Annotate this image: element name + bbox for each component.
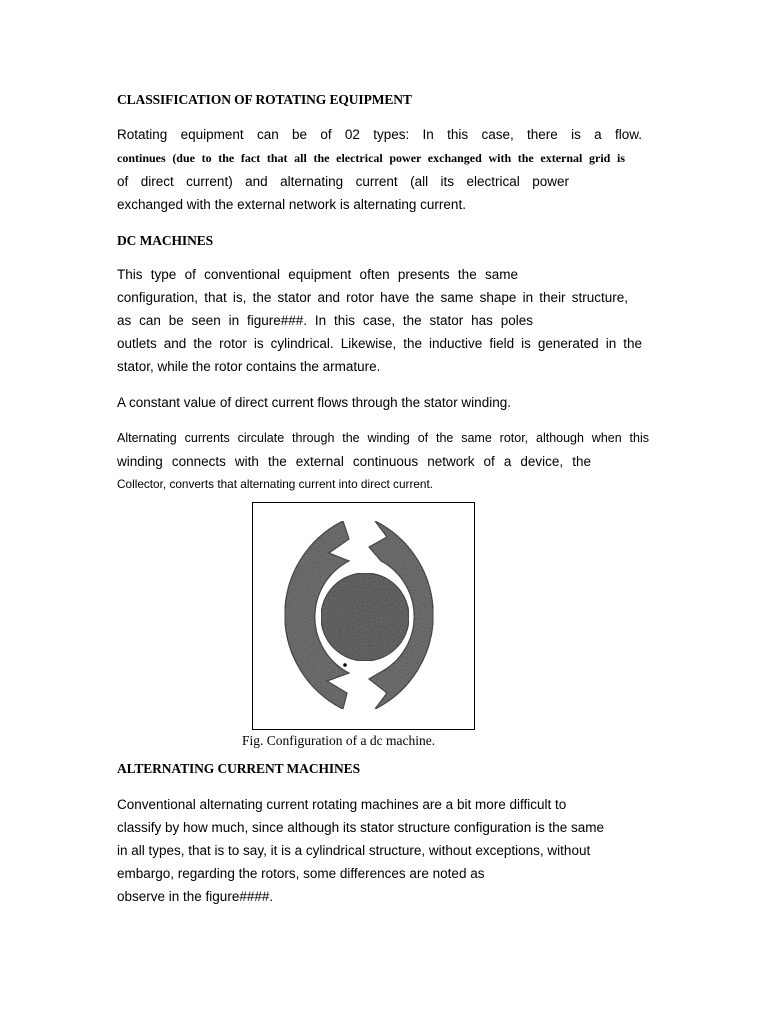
p4-line-1: Alternating currents circulate through the winding of the same rotor, although when this <box>117 431 649 445</box>
dc-machine-diagram <box>253 503 474 729</box>
heading-ac-machines: ALTERNATING CURRENT MACHINES <box>117 761 360 776</box>
p1-line-1: Rotating equipment can be of 02 types: In this case, there is a flow. <box>117 127 642 142</box>
heading-classification: CLASSIFICATION OF ROTATING EQUIPMENT <box>117 92 412 107</box>
p2-line-5: stator, while the rotor contains the armature. <box>117 359 381 374</box>
rotor-circle <box>321 573 409 661</box>
p4-line-3: Collector, converts that alternating current into direct current. <box>117 477 434 491</box>
dc-machine-figure <box>252 502 475 730</box>
p2-line-2: configuration, that is, the stator and rotor have the same shape in their structure, <box>117 290 628 305</box>
p1-line-3: of direct current) and alternating current (all its electrical power <box>117 174 569 189</box>
p5-line-2: classify by how much, since although its stator structure configuration is the same <box>117 820 604 835</box>
p5-line-4: embargo, regarding the rotors, some differences are noted as <box>117 866 485 881</box>
speck-mark <box>343 663 347 667</box>
heading-dc-machines: DC MACHINES <box>117 233 214 248</box>
p2-line-3: as can be seen in figure###. In this case, the stator has poles <box>117 313 533 328</box>
p1-line-2: continues (due to the fact that all the electrical power exchanged with the external grid is <box>117 151 625 165</box>
p2-line-1: This type of conventional equipment often presents the same <box>117 267 518 282</box>
p2-line-4: outlets and the rotor is cylindrical. Likewise, the inductive field is generated in the <box>117 336 642 351</box>
p5-line-3: in all types, that is to say, it is a cylindrical structure, without exceptions, without <box>117 843 591 858</box>
p5-line-1: Conventional alternating current rotating machines are a bit more difficult to <box>117 797 567 812</box>
p1-line-4: exchanged with the external network is alternating current. <box>117 197 466 212</box>
p4-line-2: winding connects with the external continuous network of a device, the <box>117 454 591 469</box>
p5-line-5: observe in the figure####. <box>117 889 274 904</box>
p3-line: A constant value of direct current flows through the stator winding. <box>117 395 511 410</box>
figure-caption: Fig. Configuration of a dc machine. <box>242 733 436 748</box>
